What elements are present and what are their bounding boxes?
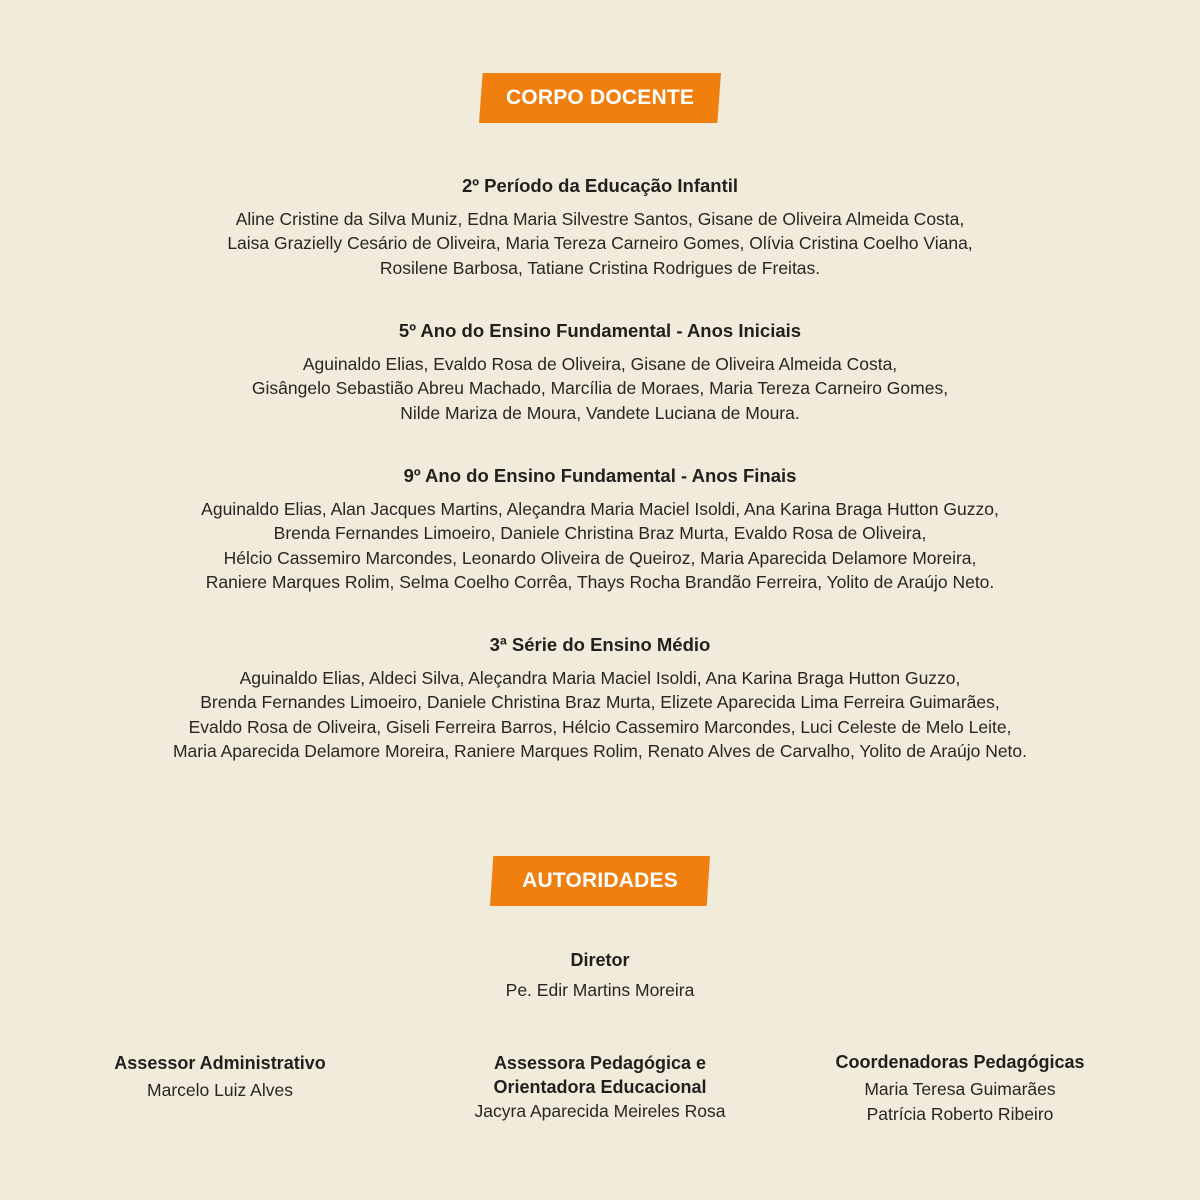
section-title: 3ª Série do Ensino Médio <box>489 634 711 655</box>
authorities-banner <box>490 856 710 906</box>
coordinators-role: Coordenadoras Pedagógicas <box>835 1052 1085 1072</box>
director-role: Diretor <box>570 950 630 970</box>
names-line: Aguinaldo Elias, Evaldo Rosa de Oliveira, Gisane de Oliveira Almeida Costa, <box>302 354 898 374</box>
names-line: Aguinaldo Elias, Aldeci Silva, Aleçandra Maria Maciel Isoldi, Ana Karina Braga Hutton Guzzo, <box>239 668 961 688</box>
names-list <box>80 207 1120 280</box>
coordinators-block <box>800 1050 1120 1127</box>
faculty-banner <box>479 73 721 123</box>
names-list <box>80 497 1120 594</box>
names-line: Brenda Fernandes Limoeiro, Daniele Christina Braz Murta, Evaldo Rosa de Oliveira, <box>273 523 927 544</box>
names-line: Nilde Mariza de Moura, Vandete Luciana de Moura. <box>400 402 800 423</box>
coordinator-name: Maria Teresa Guimarães <box>864 1079 1056 1099</box>
names-line: Aguinaldo Elias, Alan Jacques Martins, Aleçandra Maria Maciel Isoldi, Ana Karina Braga Hutton Guzzo, <box>201 499 999 519</box>
section-title: 9º Ano do Ensino Fundamental - Anos Finais <box>403 465 797 486</box>
authorities-banner-label: AUTORIDADES <box>522 869 678 892</box>
section-fundamental-iniciais <box>80 319 1120 425</box>
section-title: 5º Ano do Ensino Fundamental - Anos Iniciais <box>398 320 802 341</box>
section-fundamental-finais <box>80 464 1120 594</box>
names-line: Aline Cristine da Silva Muniz, Edna Maria Silvestre Santos, Gisane de Oliveira Almeida Costa, <box>235 209 965 229</box>
names-line: Laisa Grazielly Cesário de Oliveira, Maria Tereza Carneiro Gomes, Olívia Cristina Coelho Viana, <box>227 233 973 254</box>
pedagogical-advisor-role-line1: Assessora Pedagógica e <box>493 1053 707 1073</box>
faculty-banner-label: CORPO DOCENTE <box>505 86 695 109</box>
pedagogical-advisor-block <box>420 1051 780 1124</box>
names-line: Raniere Marques Rolim, Selma Coelho Corrêa, Thays Rocha Brandão Ferreira, Yolito de Araújo Neto. <box>205 571 995 592</box>
section-ensino-medio <box>80 633 1120 763</box>
admin-assistant-role: Assessor Administrativo <box>114 1053 326 1073</box>
section-infantil <box>80 174 1120 280</box>
names-line: Evaldo Rosa de Oliveira, Giseli Ferreira Barros, Hélcio Cassemiro Marcondes, Luci Celeste de Melo Leite, <box>188 716 1012 737</box>
coordinator-name: Patrícia Roberto Ribeiro <box>866 1104 1054 1124</box>
names-line: Maria Aparecida Delamore Moreira, Raniere Marques Rolim, Renato Alves de Carvalho, Yolito de Araújo Neto. <box>172 740 1028 761</box>
section-title: 2º Período da Educação Infantil <box>461 175 739 196</box>
names-list <box>80 352 1120 425</box>
pedagogical-advisor-role-line2: Orientadora Educacional <box>493 1077 707 1097</box>
names-line: Brenda Fernandes Limoeiro, Daniele Christina Braz Murta, Elizete Aparecida Lima Ferreira Guimarães, <box>200 692 1000 713</box>
admin-assistant-block <box>60 1051 380 1103</box>
pedagogical-advisor-name: Jacyra Aparecida Meireles Rosa <box>474 1101 726 1121</box>
coordinators-list <box>800 1077 1120 1127</box>
names-list <box>80 666 1120 763</box>
director-name: Pe. Edir Martins Moreira <box>505 980 695 1000</box>
names-line: Hélcio Cassemiro Marcondes, Leonardo Oliveira de Queiroz, Maria Aparecida Delamore Moreira, <box>223 547 977 568</box>
names-line: Gisângelo Sebastião Abreu Machado, Marcília de Moraes, Maria Tereza Carneiro Gomes, <box>251 378 949 399</box>
director-block <box>400 948 800 1003</box>
names-line: Rosilene Barbosa, Tatiane Cristina Rodrigues de Freitas. <box>379 257 821 278</box>
admin-assistant-name: Marcelo Luiz Alves <box>147 1080 293 1100</box>
